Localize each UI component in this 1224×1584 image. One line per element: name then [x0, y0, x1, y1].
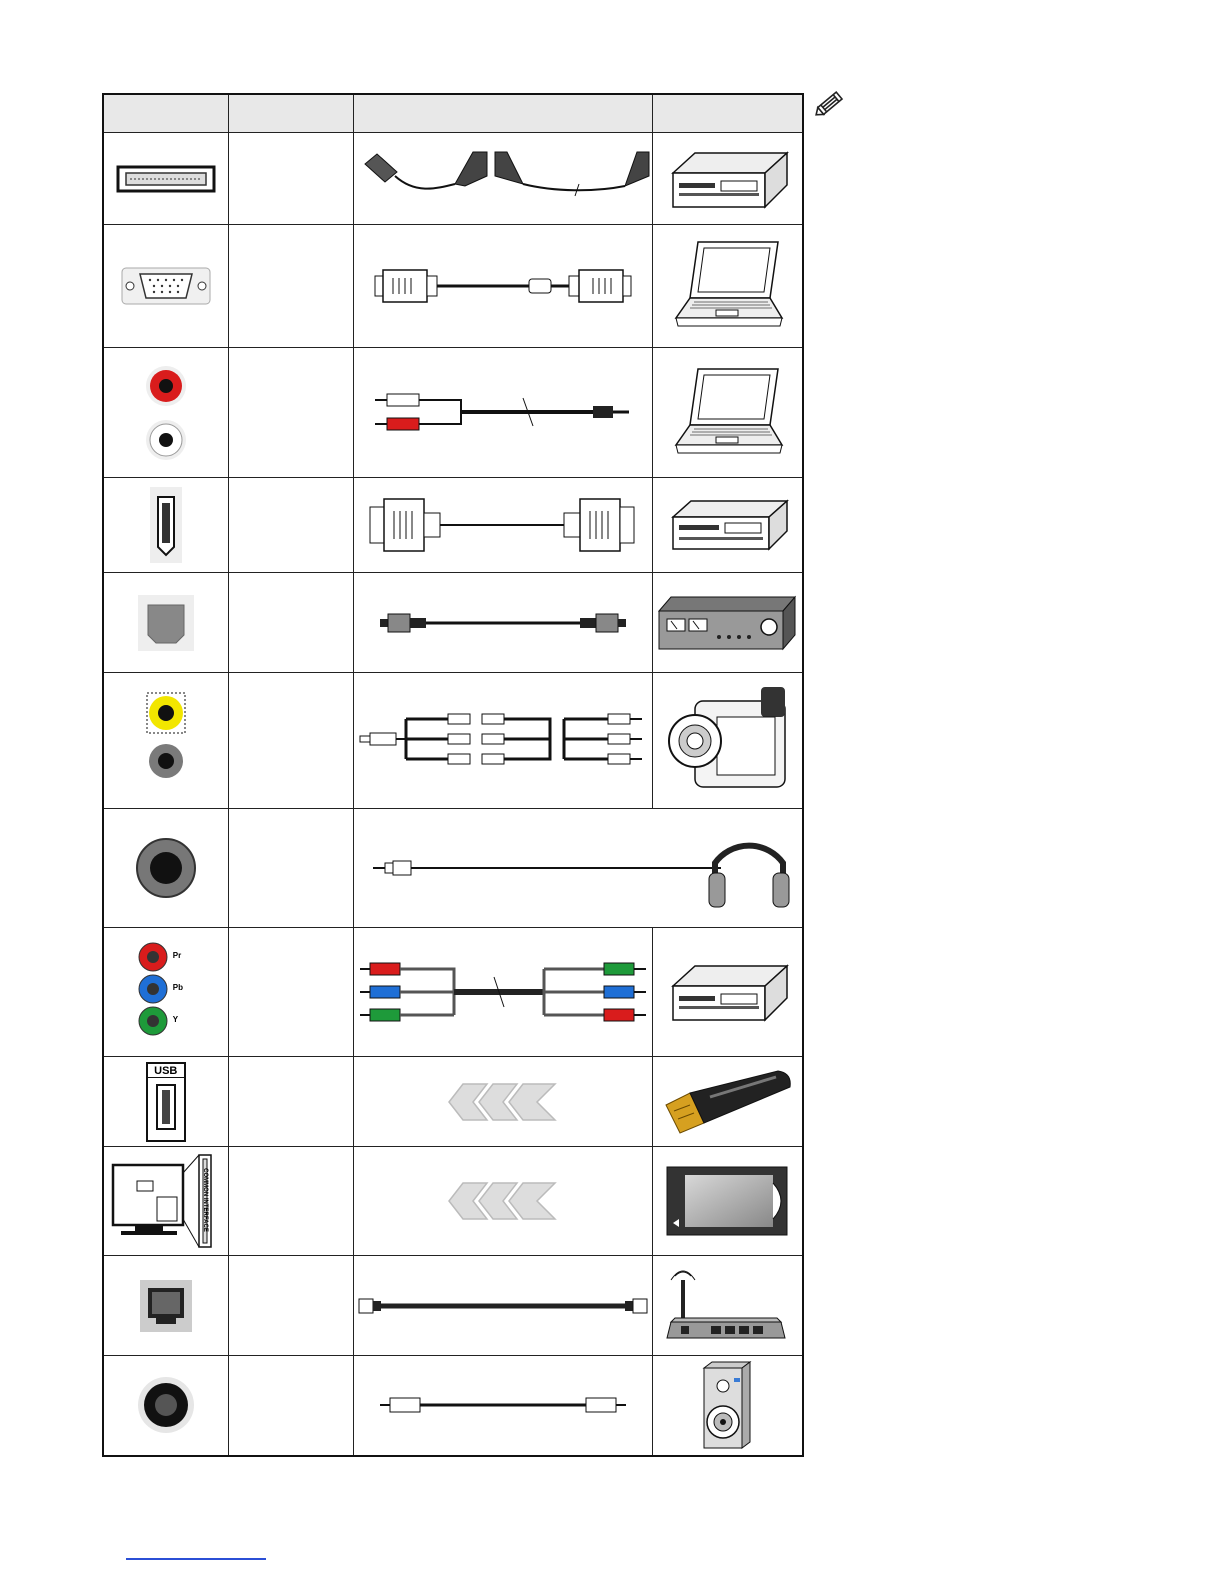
scart-port-icon [116, 164, 216, 194]
table-row [103, 1356, 803, 1456]
wireless-router-icon [665, 1266, 790, 1346]
rca-to-jack-cable-icon [373, 388, 633, 438]
usb-port-icon [156, 1084, 176, 1130]
jack-label-pr: Pr [172, 951, 182, 960]
hdmi-name [228, 478, 353, 573]
subwoofer-cable-cell [353, 1356, 652, 1456]
vga-cable-cell [353, 225, 652, 348]
table-row [103, 348, 803, 478]
av-cable-icon [358, 711, 648, 771]
amplifier-icon [657, 593, 797, 653]
usb-arrows-cell [353, 1057, 652, 1147]
rca-cable-icon [378, 1390, 628, 1420]
component-jacks-icon [131, 937, 201, 1047]
vga-port-icon [120, 266, 212, 306]
usb-port-cell [103, 1057, 228, 1147]
table-row [103, 573, 803, 673]
dvd-player-icon [665, 143, 790, 215]
ypbpr-port-cell [103, 928, 228, 1057]
optical-cable-icon [378, 608, 628, 638]
ci-arrows-cell [353, 1147, 652, 1256]
vga-cable-icon [373, 266, 633, 306]
ethernet-device-cell [652, 1256, 803, 1356]
insert-arrows-icon [443, 1181, 563, 1221]
spdif-cable-cell [353, 573, 652, 673]
spdif-port-cell [103, 573, 228, 673]
ypbpr-name [228, 928, 353, 1057]
side-av-port-cell [103, 673, 228, 809]
insert-arrows-icon [443, 1082, 563, 1122]
ypbpr-cable-cell [353, 928, 652, 1057]
pc-audio-name [228, 348, 353, 478]
scart-cable-icon [355, 144, 650, 214]
table-row [103, 133, 803, 225]
table-row [103, 809, 803, 928]
table-row [103, 1057, 803, 1147]
spdif-name [228, 573, 353, 673]
cam-module-icon [665, 1165, 790, 1237]
vga-device-cell [652, 225, 803, 348]
ethernet-port-cell [103, 1256, 228, 1356]
headphone-jack-icon [135, 837, 197, 899]
hdmi-device-cell [652, 478, 803, 573]
usb-device-cell [652, 1057, 803, 1147]
header-device [652, 94, 803, 133]
pencil-icon [812, 84, 850, 122]
scart-device-cell [652, 133, 803, 225]
table-header-row [103, 94, 803, 133]
jack-label-pb: Pb [172, 983, 183, 992]
headphone-cable-icon [363, 823, 793, 913]
usb-port-label: USB [148, 1065, 184, 1078]
ci-name [228, 1147, 353, 1256]
hdmi-port-cell [103, 478, 228, 573]
pc-audio-device-cell [652, 348, 803, 478]
av-jacks-icon [141, 691, 191, 791]
table-row [103, 928, 803, 1057]
ethernet-port-icon [138, 1278, 194, 1334]
scart-port-cell [103, 133, 228, 225]
dvd-player-icon [665, 956, 790, 1028]
header-connector [103, 94, 228, 133]
ci-slot-label: COMMON INTERFACE [201, 1168, 208, 1232]
ethernet-name [228, 1256, 353, 1356]
table-row [103, 225, 803, 348]
jack-label-y: Y [172, 1015, 179, 1024]
rca-audio-jacks-icon [141, 358, 191, 468]
connections-table [102, 93, 804, 1457]
ypbpr-device-cell [652, 928, 803, 1057]
spdif-device-cell [652, 573, 803, 673]
subwoofer-jack-icon [136, 1375, 196, 1435]
header-cables [353, 94, 652, 133]
ethernet-cable-cell [353, 1256, 652, 1356]
vga-port-cell [103, 225, 228, 348]
side-av-cable-cell [353, 673, 652, 809]
hdmi-cable-icon [368, 495, 638, 555]
ethernet-cable-icon [357, 1291, 649, 1321]
laptop-icon [670, 236, 785, 336]
headphone-name [228, 809, 353, 928]
pc-audio-cable-cell [353, 348, 652, 478]
optical-port-icon [136, 593, 196, 653]
usb-name [228, 1057, 353, 1147]
hdmi-cable-cell [353, 478, 652, 573]
side-av-name [228, 673, 353, 809]
scart-name [228, 133, 353, 225]
pc-audio-port-cell [103, 348, 228, 478]
subwoofer-device-cell [652, 1356, 803, 1456]
subwoofer-name [228, 1356, 353, 1456]
vga-name [228, 225, 353, 348]
camcorder-icon [665, 681, 790, 801]
table-row [103, 1256, 803, 1356]
speaker-icon [702, 1360, 752, 1450]
table-row [103, 1147, 803, 1256]
usb-stick-icon [660, 1067, 795, 1137]
dvd-player-icon [665, 495, 790, 555]
subwoofer-port-cell [103, 1356, 228, 1456]
scart-cable-cell [353, 133, 652, 225]
table-row [103, 673, 803, 809]
footer-underline [126, 1558, 266, 1560]
laptop-icon [670, 363, 785, 463]
side-av-device-cell [652, 673, 803, 809]
ci-slot-cell [103, 1147, 228, 1256]
hdmi-port-icon [148, 485, 184, 565]
headphone-cable-cell [353, 809, 803, 928]
headphone-port-cell [103, 809, 228, 928]
ci-device-cell [652, 1147, 803, 1256]
header-type [228, 94, 353, 133]
table-row [103, 478, 803, 573]
component-cable-icon [358, 957, 648, 1027]
